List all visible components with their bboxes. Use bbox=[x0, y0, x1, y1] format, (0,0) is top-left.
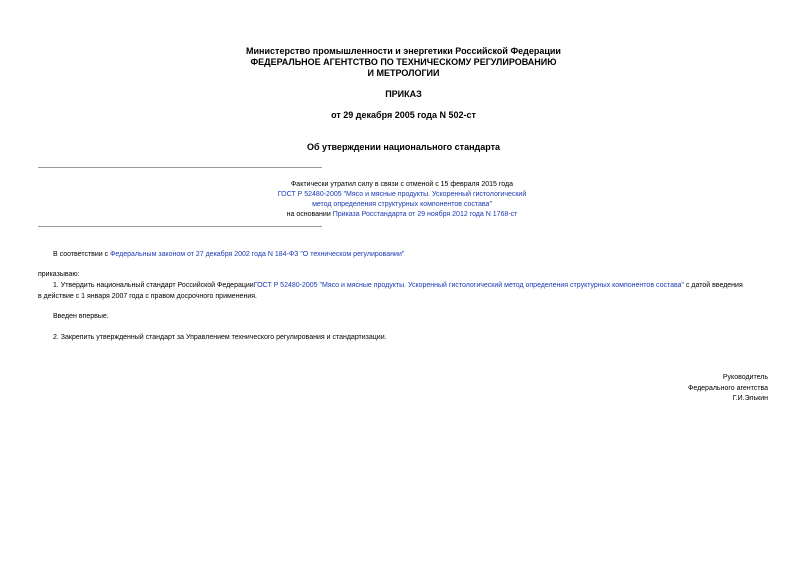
gost-link-line2[interactable]: метод определения структурных компонентов состава" bbox=[312, 201, 492, 208]
document-subject: Об утверждении национального стандарта bbox=[306, 142, 501, 152]
signature-title-line2: Федерального агентства bbox=[688, 385, 768, 392]
item1-suffix: с датой введения bbox=[685, 282, 743, 289]
basis-order-link[interactable]: Приказа Росстандарта от 29 ноября 2012 года N 1768-ст bbox=[332, 211, 518, 218]
federal-law-link[interactable]: Федеральным законом от 27 декабря 2002 года N 184-ФЗ "О техническом регулировании" bbox=[110, 251, 405, 258]
document-type: ПРИКАЗ bbox=[385, 89, 422, 99]
item1-line2: в действие с 1 января 2007 года с правом досрочного применения. bbox=[38, 293, 257, 300]
status-note-line1: Фактически утратил силу в связи с отменой с 15 февраля 2015 года bbox=[290, 181, 513, 188]
ministry-title: Министерство промышленности и энергетики Российской Федерации bbox=[246, 46, 561, 56]
gost-standard-link[interactable]: ГОСТ Р 52480-2005 "Мясо и мясные продукты. Ускоренный гистологический метод определения структурных компонентов состава" bbox=[253, 282, 684, 289]
item1-prefix: 1. Утвердить национальный стандарт Российской Федерации bbox=[53, 282, 254, 289]
basis-prefix: на основании bbox=[286, 211, 331, 218]
signature-name: Г.И.Элькин bbox=[732, 395, 768, 402]
status-note-basis bbox=[190, 210, 614, 220]
first-introduced: Введен впервые. bbox=[53, 313, 109, 320]
divider-bottom bbox=[38, 226, 322, 227]
document-date: от 29 декабря 2005 года N 502-ст bbox=[331, 110, 476, 120]
agency-title-line1: ФЕДЕРАЛЬНОЕ АГЕНТСТВО ПО ТЕХНИЧЕСКОМУ РЕГУЛИРОВАНИЮ bbox=[250, 57, 557, 67]
item2: 2. Закрепить утвержденный стандарт за Управлением технического регулирования и стандартизации. bbox=[53, 334, 387, 341]
order-word: приказываю: bbox=[38, 271, 80, 278]
item1-line1 bbox=[53, 281, 743, 291]
preamble-prefix: В соответствии с bbox=[53, 251, 109, 258]
gost-link-line1[interactable]: ГОСТ Р 52480-2005 "Мясо и мясные продукты. Ускоренный гистологический bbox=[277, 191, 527, 198]
divider-top bbox=[38, 167, 322, 168]
preamble bbox=[53, 250, 404, 260]
signature-title-line1: Руководитель bbox=[722, 374, 768, 381]
agency-title-line2: И МЕТРОЛОГИИ bbox=[367, 68, 440, 78]
